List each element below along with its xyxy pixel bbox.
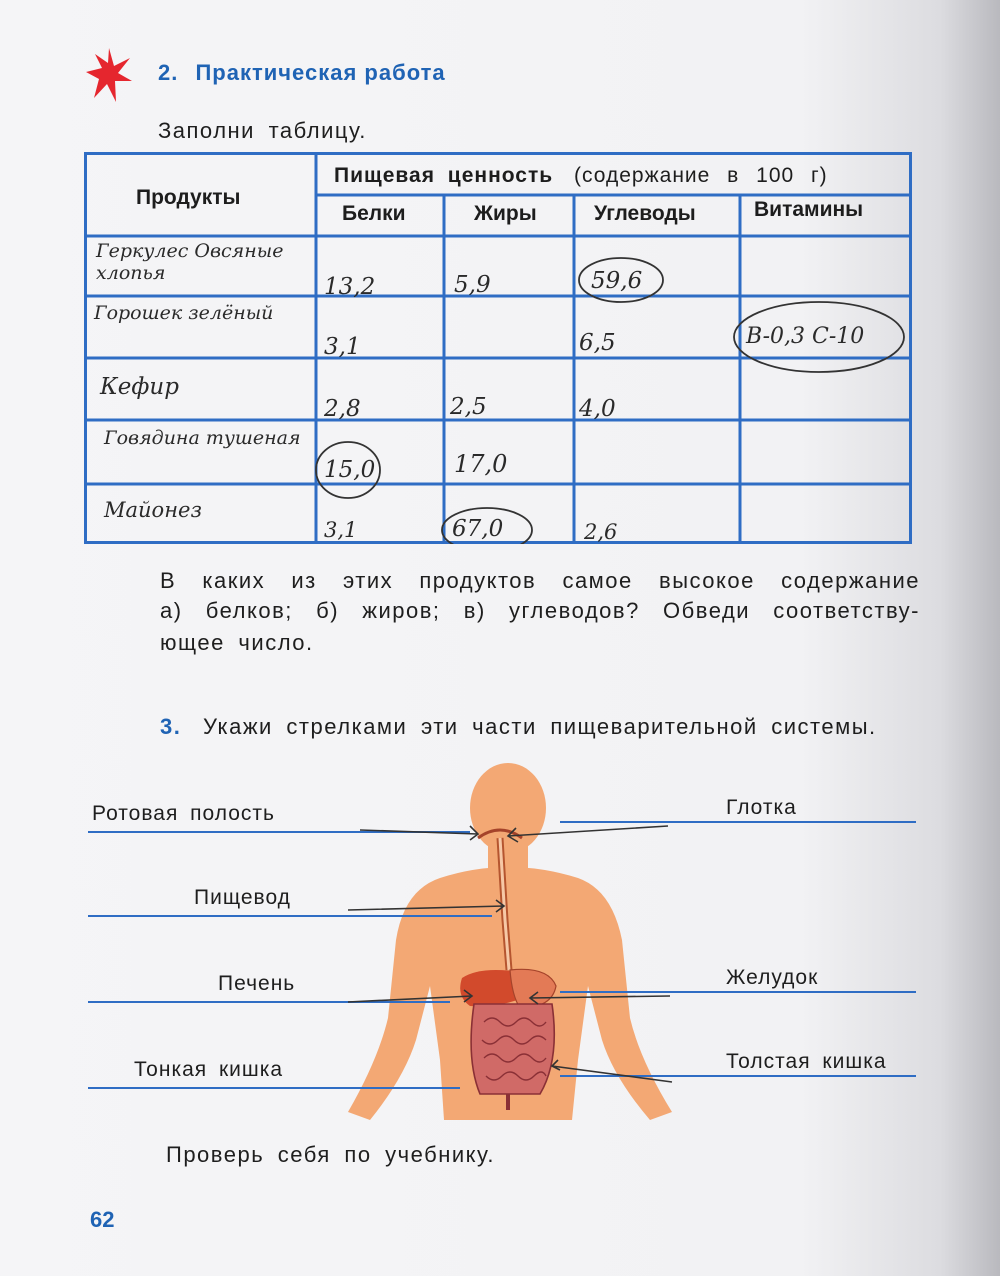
question-line: а) белков; б) жиров; в) углеводов? Обведи соответству-	[160, 598, 920, 623]
intestines-organ	[471, 1004, 554, 1094]
value-cell: 13,2	[324, 274, 376, 300]
value-cell: 6,5	[579, 330, 616, 356]
task3-heading	[160, 714, 877, 740]
task2-heading	[158, 60, 446, 86]
value-cell: 4,0	[579, 396, 616, 422]
star-icon	[86, 48, 132, 102]
question-line: ющее число.	[160, 630, 314, 655]
label-stomach: Желудок	[726, 966, 819, 989]
value-cell: 3,1	[324, 518, 358, 542]
product-cell: Геркулес Овсяные хлопья	[96, 240, 284, 284]
value-cell: 2,5	[450, 394, 487, 420]
task2-number: 2.	[158, 60, 179, 85]
header-value-title: Пищевая ценность	[334, 164, 554, 187]
label-small-intestine: Тонкая кишка	[134, 1058, 284, 1081]
label-mouth: Ротовая полость	[92, 802, 275, 825]
header-value	[334, 164, 828, 188]
value-cell: 5,9	[454, 272, 491, 298]
header-value-note: (содержание в 100 г)	[574, 164, 828, 187]
product-cell: Кефир	[100, 374, 179, 400]
label-esophagus: Пищевод	[194, 886, 291, 909]
nutrition-table	[84, 152, 912, 544]
product-cell: Горошек зелёный	[94, 302, 274, 324]
value-cell: 17,0	[454, 450, 508, 478]
value-cell: 59,6	[591, 268, 643, 294]
task3-instruction: Укажи стрелками эти части пищеварительной системы.	[202, 714, 877, 739]
task2-instruction: Заполни таблицу.	[158, 118, 367, 143]
product-cell: Майонез	[104, 498, 202, 522]
label-large-intestine: Толстая кишка	[726, 1050, 887, 1073]
label-pharynx: Глотка	[726, 796, 797, 819]
value-cell: B-0,3 C-10	[746, 324, 865, 349]
task3-number: 3.	[160, 714, 182, 739]
value-cell: 3,1	[324, 334, 361, 360]
value-cell: 2,6	[584, 520, 618, 544]
page-number: 62	[90, 1207, 115, 1232]
label-liver: Печень	[218, 972, 296, 995]
value-cell: 15,0	[324, 457, 376, 483]
col-vitamins: Витамины	[754, 198, 864, 221]
value-cell: 67,0	[452, 516, 504, 542]
value-cell: 2,8	[324, 396, 361, 422]
question-line: В каких из этих продуктов самое высокое содержание	[160, 568, 920, 593]
header-products: Продукты	[136, 186, 241, 209]
col-fats: Жиры	[474, 202, 537, 225]
col-carbs: Углеводы	[594, 202, 696, 225]
check-instruction: Проверь себя по учебнику.	[166, 1142, 495, 1167]
product-cell: Говядина тушеная	[104, 427, 301, 449]
task2-title: Практическая работа	[195, 60, 446, 85]
col-proteins: Белки	[342, 202, 406, 225]
